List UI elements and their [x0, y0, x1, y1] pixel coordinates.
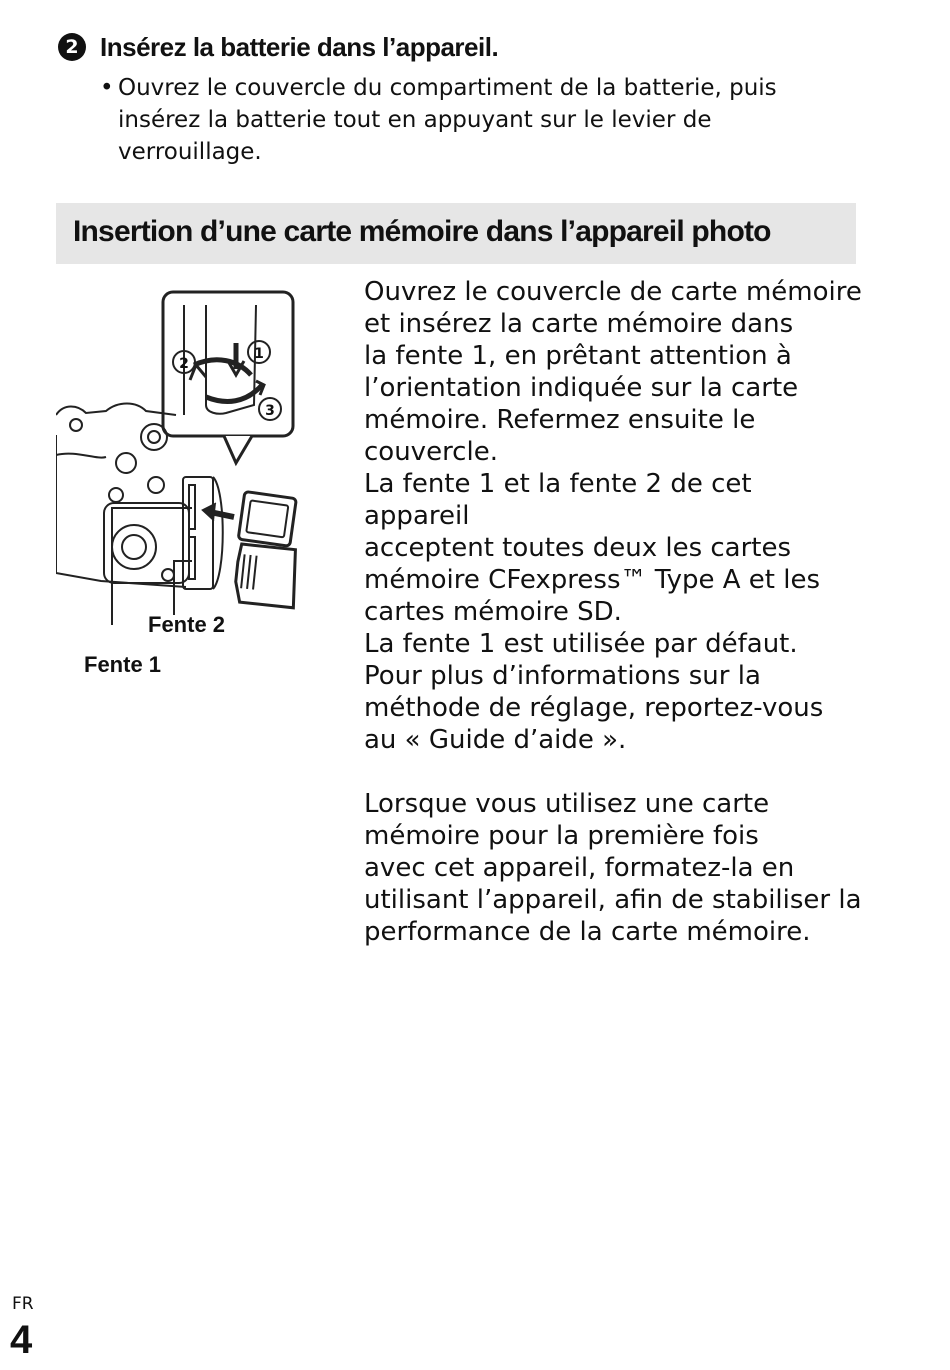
- section-title: Insertion d’une carte mémoire dans l’appareil photo: [73, 215, 771, 248]
- text-line: La fente 1 est utilisée par défaut.: [364, 629, 798, 659]
- paragraph-compatibility: [364, 468, 864, 628]
- text-line: La fente 1 et la fente 2 de cet appareil: [364, 469, 752, 531]
- step-2: [58, 30, 878, 165]
- section-header: [56, 203, 856, 264]
- paragraph-format: [364, 788, 864, 948]
- paragraph-default-slot: [364, 628, 864, 756]
- paragraph-insertion: [364, 276, 864, 468]
- text-line: la fente 1, en prêtant attention à: [364, 341, 792, 371]
- text-line: utilisant l’appareil, afin de stabiliser la: [364, 885, 862, 915]
- bullet-dot: •: [100, 75, 114, 101]
- text-line: couvercle.: [364, 437, 498, 467]
- text-line: au « Guide d’aide ».: [364, 725, 627, 755]
- callout-3: 3: [265, 403, 275, 419]
- text-line: Pour plus d’informations sur la: [364, 661, 761, 691]
- language-code: FR: [12, 1294, 34, 1314]
- step-title: Insérez la batterie dans l’appareil.: [100, 31, 499, 62]
- slot-1-label: Fente 1: [84, 652, 162, 677]
- text-line: avec cet appareil, formatez-la en: [364, 853, 795, 883]
- camera-card-slot-drawing: [56, 285, 306, 625]
- text-line: mémoire CFexpress™ Type A et les: [364, 565, 821, 595]
- camera-illustration: [56, 285, 306, 685]
- step-number-badge: 2: [58, 33, 86, 61]
- step-heading: [58, 30, 878, 64]
- text-line: mémoire. Refermez ensuite le: [364, 405, 756, 435]
- text-line: Lorsque vous utilisez une carte: [364, 789, 770, 819]
- text-line: mémoire pour la première fois: [364, 821, 759, 851]
- text-line: méthode de réglage, reportez-vous: [364, 693, 824, 723]
- text-line: performance de la carte mémoire.: [364, 917, 811, 947]
- text-line: cartes mémoire SD.: [364, 597, 622, 627]
- instructions-text: [364, 276, 864, 948]
- step-bullet: [100, 72, 840, 168]
- text-line: Ouvrez le couvercle de carte mémoire: [364, 277, 862, 307]
- callout-2: 2: [179, 356, 189, 372]
- text-line: acceptent toutes deux les cartes: [364, 533, 792, 563]
- slot-2-label: Fente 2: [148, 612, 226, 637]
- text-line: l’orientation indiquée sur la carte: [364, 373, 799, 403]
- bullet-text: Ouvrez le couvercle du compartiment de la batterie, puis insérez la batterie tout en appuyant sur le levier de verrouillage.: [118, 75, 777, 165]
- text-line: et insérez la carte mémoire dans: [364, 309, 794, 339]
- page-number: 4: [10, 1318, 33, 1362]
- callout-1: 1: [254, 346, 264, 362]
